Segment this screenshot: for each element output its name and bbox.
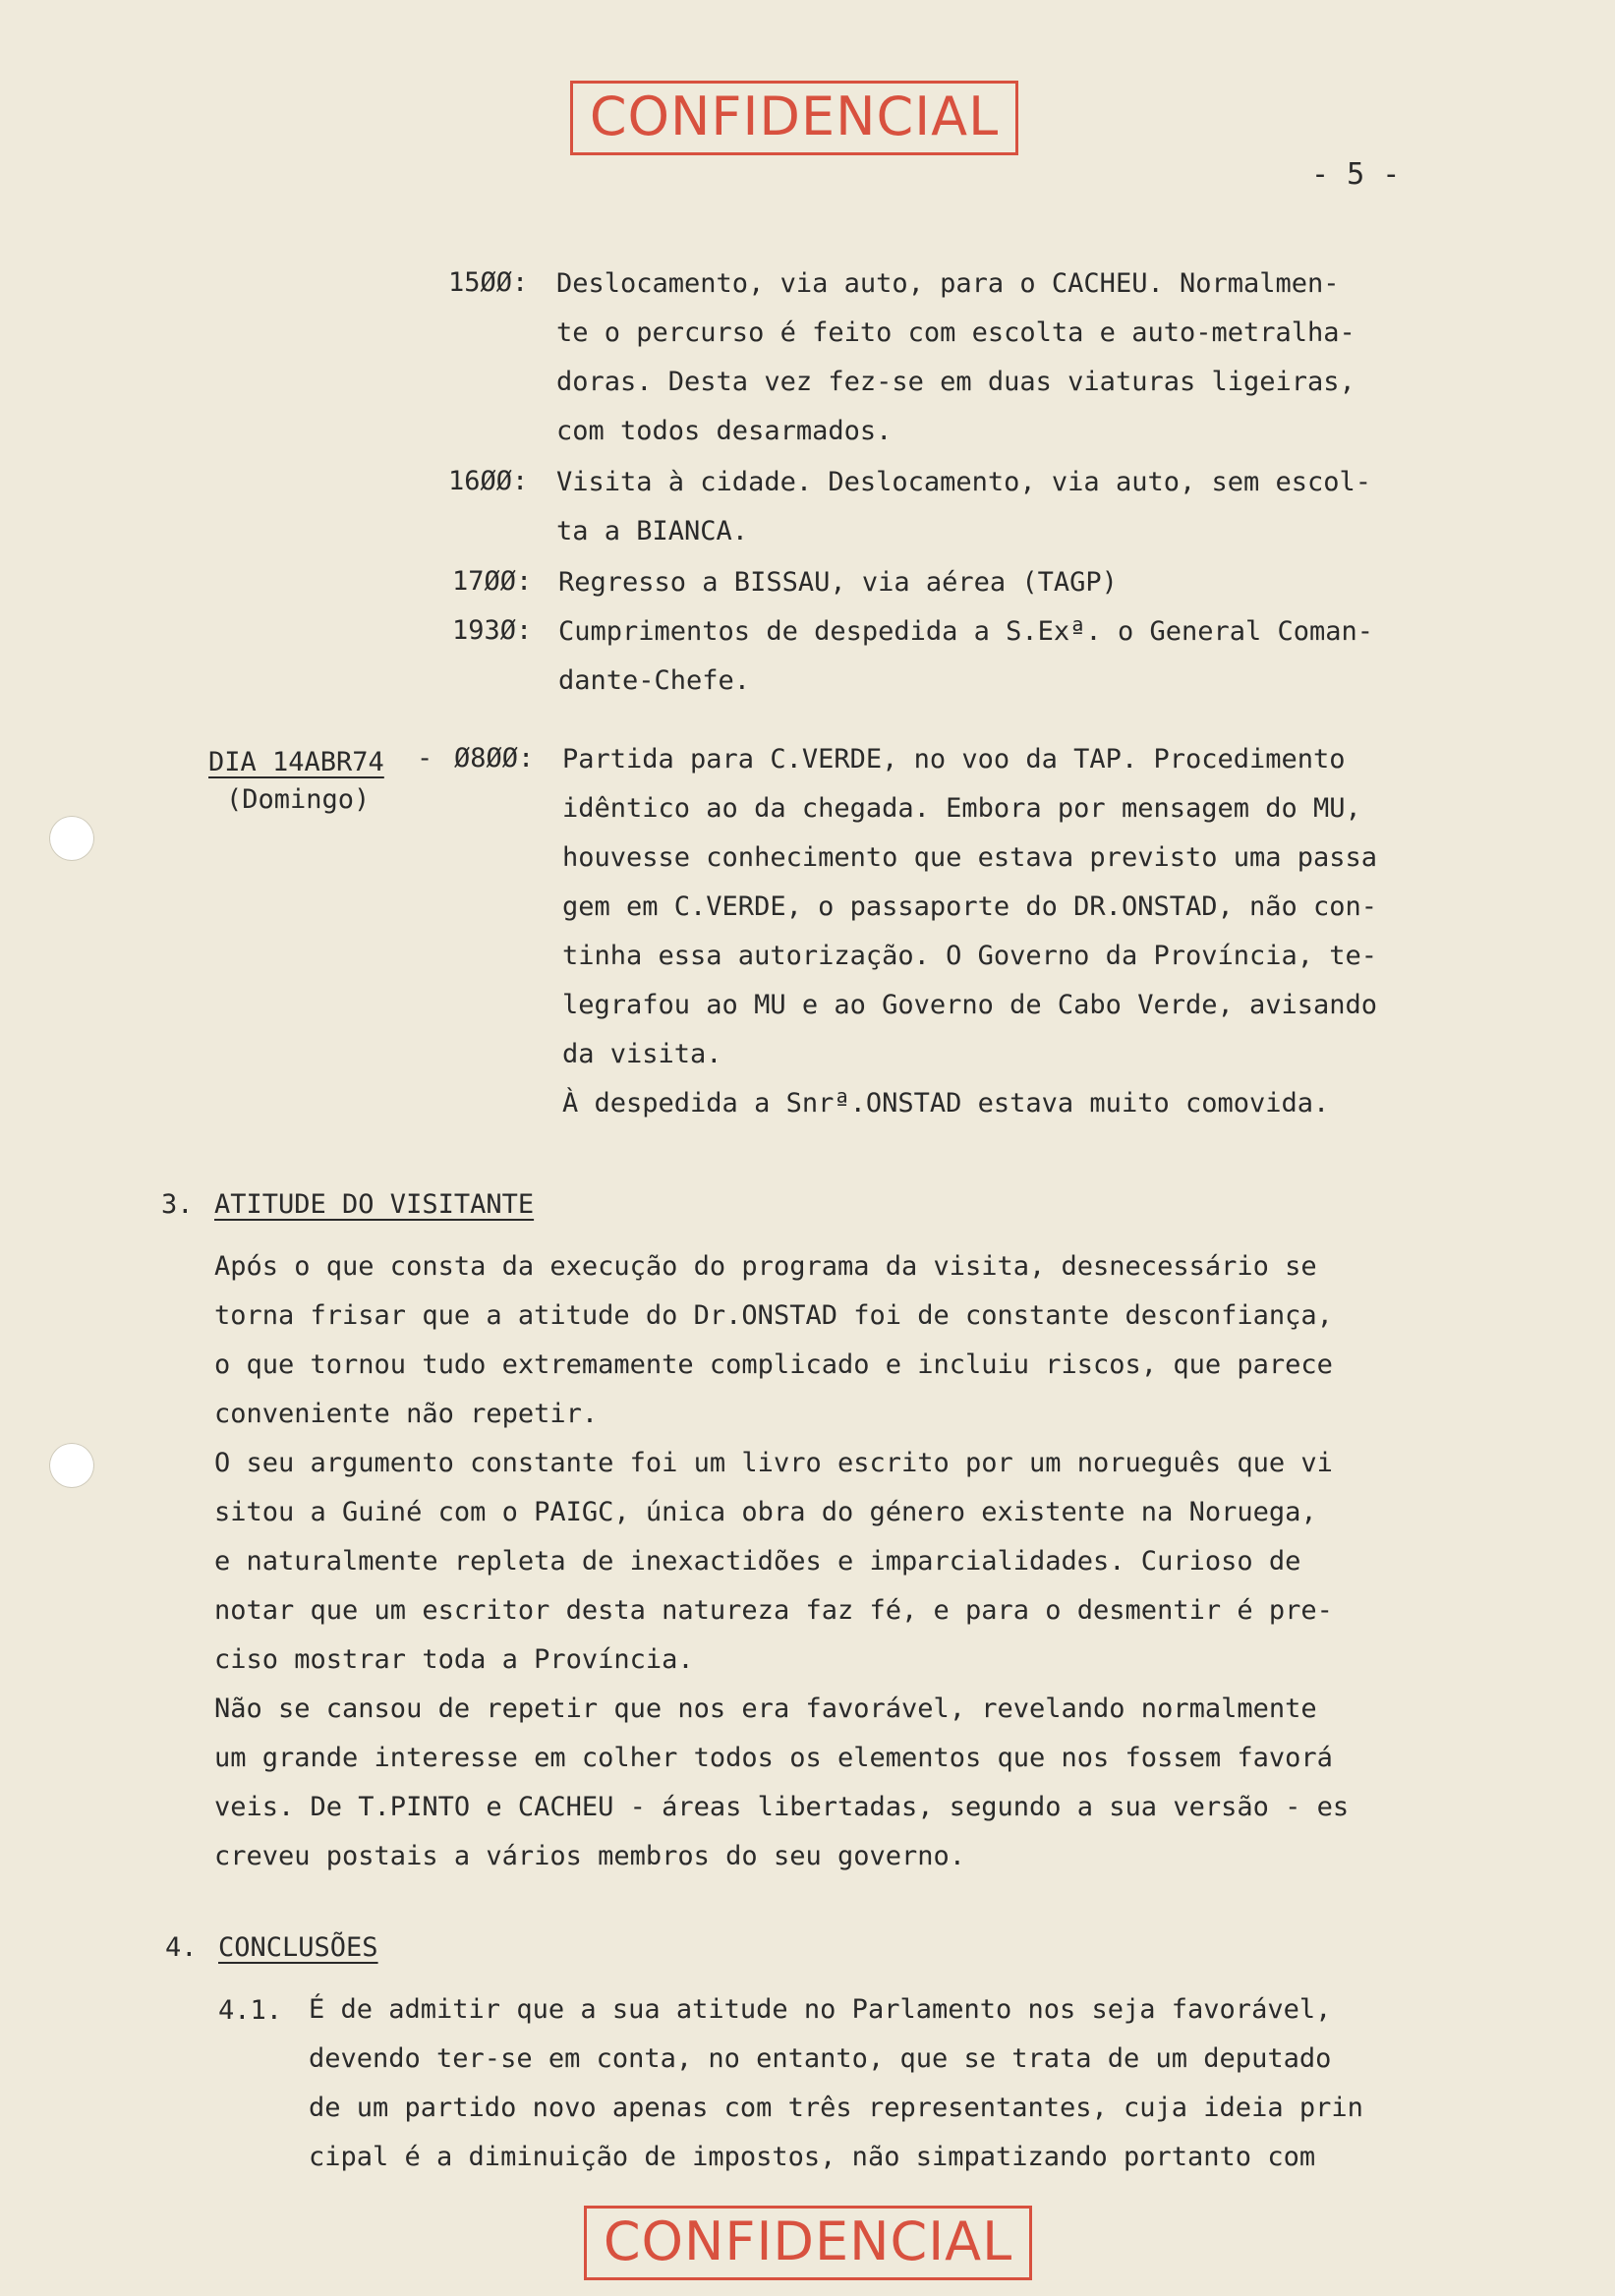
- time-0800: Ø8ØØ:: [454, 743, 535, 774]
- day-dash: -: [417, 743, 433, 774]
- entry-line: com todos desarmados.: [556, 416, 893, 446]
- body-line: O seu argumento constante foi um livro escrito por um norueguês que vi: [214, 1448, 1333, 1478]
- entry-line: Deslocamento, via auto, para o CACHEU. Normalmen-: [556, 268, 1340, 299]
- section-3-number: 3.: [161, 1189, 194, 1220]
- entry-1600: [556, 458, 1371, 556]
- entry-line: gem em C.VERDE, o passaporte do DR.ONSTAD, não con-: [562, 891, 1378, 922]
- entry-line: da visita.: [562, 1039, 722, 1069]
- entry-line: À despedida a Snrª.ONSTAD estava muito comovida.: [562, 1088, 1330, 1119]
- body-line: É de admitir que a sua atitude no Parlamento nos seja favorável,: [309, 1994, 1332, 2025]
- entry-line: doras. Desta vez fez-se em duas viaturas ligeiras,: [556, 367, 1355, 397]
- body-line: creveu postais a vários membros do seu governo.: [214, 1841, 966, 1871]
- section-4-heading: CONCLUSÕES: [218, 1932, 378, 1963]
- time-1500: 15ØØ:: [448, 267, 529, 298]
- entry-line: idêntico ao da chegada. Embora por mensagem do MU,: [562, 793, 1361, 824]
- entry-1930: [558, 607, 1373, 706]
- entry-1700: [558, 558, 1118, 607]
- time-1600: 16ØØ:: [448, 466, 529, 496]
- body-line: veis. De T.PINTO e CACHEU - áreas libertadas, segundo a sua versão - es: [214, 1792, 1350, 1822]
- entry-line: tinha essa autorização. O Governo da Província, te-: [562, 941, 1378, 971]
- section-4-number: 4.: [165, 1932, 198, 1963]
- body-line: e naturalmente repleta de inexactidões e imparcialidades. Curioso de: [214, 1546, 1301, 1577]
- day-label: DIA 14ABR74: [208, 747, 384, 777]
- entry-line: te o percurso é feito com escolta e auto-metralha-: [556, 317, 1355, 348]
- body-line: ciso mostrar toda a Província.: [214, 1644, 694, 1675]
- entry-line: legrafou ao MU e ao Governo de Cabo Verde, avisando: [562, 990, 1378, 1020]
- entry-line: Cumprimentos de despedida a S.Exª. o General Coman-: [558, 616, 1374, 647]
- body-line: conveniente não repetir.: [214, 1399, 599, 1429]
- day-weekday: (Domingo): [226, 784, 371, 815]
- punch-hole-upper: [49, 816, 94, 861]
- body-line: um grande interesse em colher todos os elementos que nos fossem favorá: [214, 1743, 1333, 1773]
- section-3-heading: ATITUDE DO VISITANTE: [214, 1189, 535, 1220]
- item-4-1-body: [309, 1985, 1363, 2182]
- entry-1500: [556, 259, 1355, 456]
- body-line: sitou a Guiné com o PAIGC, única obra do género existente na Noruega,: [214, 1497, 1317, 1527]
- entry-line: Regresso a BISSAU, via aérea (TAGP): [558, 567, 1118, 598]
- entry-line: ta a BIANCA.: [556, 516, 749, 546]
- body-line: torna frisar que a atitude do Dr.ONSTAD foi de constante desconfiança,: [214, 1300, 1333, 1331]
- body-line: Não se cansou de repetir que nos era favorável, revelando normalmente: [214, 1693, 1317, 1724]
- body-line: cipal é a diminuição de impostos, não simpatizando portanto com: [309, 2142, 1316, 2172]
- page-number: - 5 -: [1311, 157, 1401, 192]
- item-4-1-number: 4.1.: [218, 1995, 283, 2026]
- body-line: o que tornou tudo extremamente complicado e incluiu riscos, que parece: [214, 1349, 1333, 1380]
- entry-line: Visita à cidade. Deslocamento, via auto, sem escol-: [556, 467, 1372, 497]
- entry-line: houvesse conhecimento que estava previsto uma passa: [562, 842, 1378, 873]
- time-1700: 17ØØ:: [452, 566, 533, 597]
- section-3-body: [214, 1242, 1349, 1881]
- body-line: Após o que consta da execução do programa da visita, desnecessário se: [214, 1251, 1317, 1282]
- confidential-stamp-top: CONFIDENCIAL: [570, 81, 1018, 155]
- body-line: notar que um escritor desta natureza faz fé, e para o desmentir é pre-: [214, 1595, 1333, 1626]
- confidential-stamp-bottom: CONFIDENCIAL: [584, 2206, 1032, 2280]
- entry-line: dante-Chefe.: [558, 665, 751, 696]
- punch-hole-lower: [49, 1443, 94, 1488]
- entry-0800: [562, 735, 1377, 1128]
- body-line: de um partido novo apenas com três representantes, cuja ideia prin: [309, 2093, 1363, 2123]
- entry-line: Partida para C.VERDE, no voo da TAP. Procedimento: [562, 744, 1346, 775]
- time-1930: 193Ø:: [452, 615, 533, 646]
- body-line: devendo ter-se em conta, no entanto, que se trata de um deputado: [309, 2043, 1332, 2074]
